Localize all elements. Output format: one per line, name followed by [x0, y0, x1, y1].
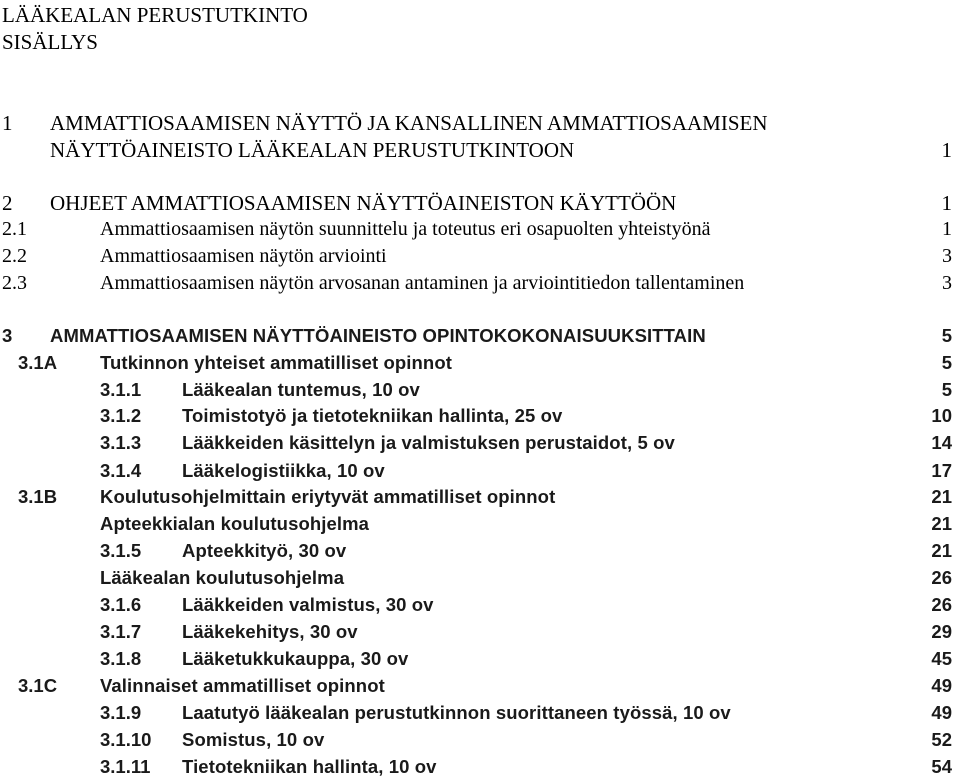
toc-entry-number: 3.1C: [18, 675, 58, 696]
toc-entry-title: Lääkekehitys, 30 ov: [182, 621, 358, 642]
toc-entry-page: 10: [931, 405, 952, 426]
toc-entry-number: 3.1A: [18, 352, 58, 373]
toc-entry: [0, 458, 960, 484]
toc-entry-page: 5: [941, 379, 952, 400]
toc-entry-title: Somistus, 10 ov: [182, 729, 325, 750]
toc-entry-number: 3: [2, 325, 13, 346]
toc-entry-page: 21: [931, 513, 952, 534]
toc-entry-number: 2.1: [2, 218, 27, 240]
toc-entry: [0, 190, 960, 216]
toc-entry-title: AMMATTIOSAAMISEN NÄYTTÖ JA KANSALLINEN AMMATTIOSAAMISEN: [50, 111, 768, 135]
toc-entry-title: Ammattiosaamisen näytön suunnittelu ja toteutus eri osapuolten yhteistyönä: [100, 218, 711, 240]
toc-entry-title: Tutkinnon yhteiset ammatilliset opinnot: [100, 352, 452, 373]
toc-entry-title: Lääkkeiden käsittelyn ja valmistuksen perustaidot, 5 ov: [182, 432, 675, 453]
toc-entry: [0, 646, 960, 672]
toc-entry-title: OHJEET AMMATTIOSAAMISEN NÄYTTÖAINEISTON KÄYTTÖÖN: [50, 191, 677, 215]
toc-entry-title: Toimistotyö ja tietotekniikan hallinta, 25 ov: [182, 405, 563, 426]
toc-entry-number: 1: [2, 111, 13, 135]
toc-entry-title: Valinnaiset ammatilliset opinnot: [100, 675, 385, 696]
toc-entry-title: Lääkkeiden valmistus, 30 ov: [182, 594, 434, 615]
toc-entry-page: 21: [931, 486, 952, 507]
toc-entry-page: 17: [931, 460, 952, 481]
toc-entry-title: Apteekkialan koulutusohjelma: [100, 513, 370, 534]
toc-entry-title: Lääkelogistiikka, 10 ov: [182, 460, 385, 481]
toc-entry-page: 21: [931, 540, 952, 561]
toc-entry: [0, 484, 960, 510]
toc-entry-title: Tietotekniikan hallinta, 10 ov: [182, 756, 437, 777]
toc-entry-number: 3.1.9: [100, 702, 142, 723]
toc-entry-page: 52: [931, 729, 952, 750]
toc-entry: [0, 243, 960, 269]
toc-entry: [0, 110, 960, 136]
toc-entry-title: Ammattiosaamisen näytön arviointi: [100, 245, 387, 267]
toc-entry: [0, 754, 960, 780]
toc-entry-number: 3.1.4: [100, 460, 142, 481]
toc-entry-number: 3.1.6: [100, 594, 142, 615]
toc-entry-title: Lääkealan koulutusohjelma: [100, 567, 345, 588]
toc-entry-number: 2.2: [2, 245, 27, 267]
toc-entry: [0, 137, 960, 163]
toc-entry: [0, 350, 960, 376]
toc-entry-page: 1: [942, 218, 952, 240]
toc-entry-page: 5: [941, 352, 952, 373]
toc-entry-number: 3.1.1: [100, 379, 142, 400]
toc-entry-page: 26: [931, 594, 952, 615]
toc-entry-number: 2.3: [2, 272, 27, 294]
toc-entry-number: 3.1.8: [100, 648, 142, 669]
toc-entry-page: 49: [931, 702, 952, 723]
toc-entry-title: AMMATTIOSAAMISEN NÄYTTÖAINEISTO OPINTOKOKONAISUUKSITTAIN: [50, 325, 706, 346]
toc-entry: [0, 727, 960, 753]
toc-entry-title: Koulutusohjelmittain eriytyvät ammatilliset opinnot: [100, 486, 556, 507]
toc-entry-page: 45: [931, 648, 952, 669]
toc-entry-page: 54: [931, 756, 952, 777]
toc-entry: [0, 619, 960, 645]
toc-entry: [0, 216, 960, 242]
toc-entry-title: Lääketukkukauppa, 30 ov: [182, 648, 409, 669]
toc-entry-page: 3: [942, 272, 952, 294]
contents-heading: SISÄLLYS: [2, 30, 98, 54]
toc-entry-title: NÄYTTÖAINEISTO LÄÄKEALAN PERUSTUTKINTOON: [50, 138, 575, 162]
toc-entry: [0, 700, 960, 726]
document-title: LÄÄKEALAN PERUSTUTKINTO: [2, 3, 308, 27]
toc-entry: [0, 323, 960, 349]
toc-entry: [0, 403, 960, 429]
toc-entry-title: Lääkealan tuntemus, 10 ov: [182, 379, 420, 400]
toc-entry: [0, 565, 960, 591]
toc-entry-number: 3.1.3: [100, 432, 142, 453]
toc-entry-title: Laatutyö lääkealan perustutkinnon suorittaneen työssä, 10 ov: [182, 702, 731, 723]
toc-entry-number: 3.1.2: [100, 405, 142, 426]
toc-entry: [0, 511, 960, 537]
toc-entry-number: 3.1.5: [100, 540, 142, 561]
toc-entry: [0, 538, 960, 564]
toc-entry-page: 3: [942, 245, 952, 267]
toc-entry: [0, 673, 960, 699]
toc-entry: [0, 592, 960, 618]
toc-entry: [0, 430, 960, 456]
toc-entry-title: Apteekkityö, 30 ov: [182, 540, 347, 561]
toc-entry-number: 2: [2, 191, 13, 215]
toc-entry-page: 1: [941, 191, 952, 215]
toc-entry-number: 3.1.7: [100, 621, 142, 642]
toc-entry-page: 14: [931, 432, 952, 453]
toc-entry-page: 5: [941, 325, 952, 346]
toc-entry-title: Ammattiosaamisen näytön arvosanan antaminen ja arviointitiedon tallentaminen: [100, 272, 745, 294]
toc-entry-page: 1: [941, 138, 952, 162]
toc-entry-page: 26: [931, 567, 952, 588]
toc-entry-number: 3.1.10: [100, 729, 152, 750]
toc-entry-page: 29: [931, 621, 952, 642]
toc-entry-number: 3.1B: [18, 486, 58, 507]
toc-entry: [0, 377, 960, 403]
toc-entry-page: 49: [931, 675, 952, 696]
toc-entry-number: 3.1.11: [100, 756, 151, 777]
toc-entry: [0, 270, 960, 296]
